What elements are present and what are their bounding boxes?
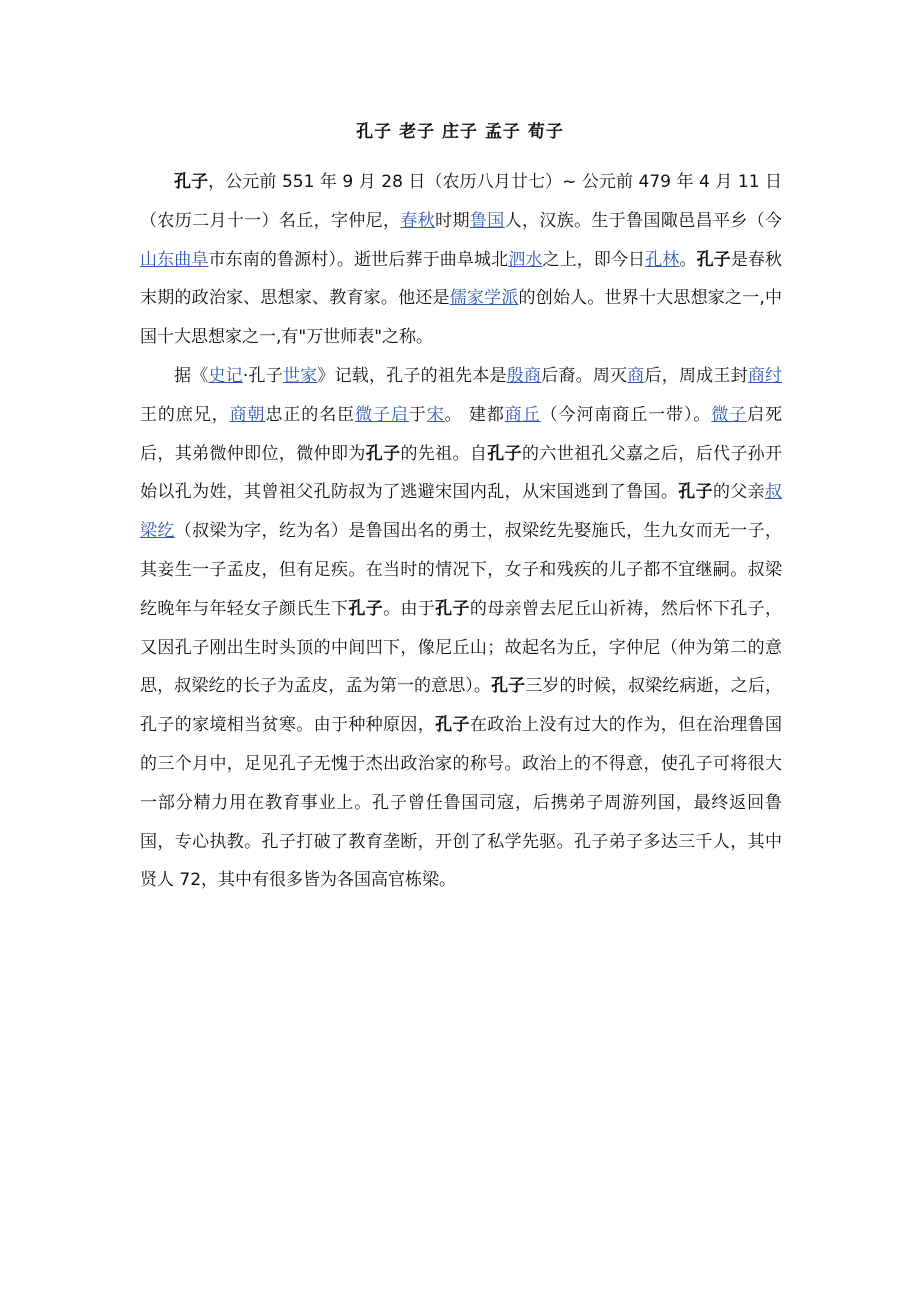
body-text: （叔梁为字，纥为名）是鲁国出名的勇士，叔梁纥先娶施氏，生九女而无一子，其妾生一子孟皮，但有足疾。在当时的情况下，女子和残疾的儿子都不宜继嗣。叔梁纥晚年与年轻女子颜氏生下 (140, 521, 783, 619)
bold-name-text: 孔子 (174, 172, 209, 192)
hyperlink[interactable]: 微子 (711, 404, 748, 425)
body-text: ·孔子 (242, 365, 283, 386)
hyperlink[interactable]: 山东曲阜 (140, 249, 209, 270)
bold-name-text: 孔子 (491, 676, 526, 697)
body-text: 王的庶兄， (140, 404, 230, 425)
hyperlink[interactable]: 商朝 (229, 404, 266, 425)
hyperlink[interactable]: 鲁国 (469, 210, 505, 231)
body-text: 据《 (174, 365, 209, 386)
body-text: 后，周成王封 (644, 365, 748, 386)
hyperlink[interactable]: 孔林 (645, 249, 680, 270)
body-text: （今河南商丘一带）。 (540, 404, 712, 425)
body-text: 之上，即今日 (542, 249, 646, 270)
hyperlink[interactable]: 微子启 (355, 404, 409, 425)
paragraph-1 (140, 163, 782, 357)
hyperlink[interactable]: 春秋 (400, 210, 436, 231)
paragraph-2 (140, 357, 782, 900)
body-text: 后裔。周灭 (541, 365, 628, 386)
body-text: 。 建都 (444, 404, 505, 425)
body-text: 忠正的名臣 (265, 404, 356, 425)
hyperlink[interactable]: 泗水 (508, 249, 543, 270)
body-text: 。 (679, 249, 697, 270)
hyperlink[interactable]: 世家 (282, 365, 318, 386)
hyperlink[interactable]: 商丘 (504, 404, 541, 425)
bold-name-text: 孔子 (435, 598, 470, 619)
hyperlink[interactable]: 叔梁纥 (140, 482, 783, 542)
body-text: 的六世祖孔父嘉之后，后代子孙开始以孔为姓，其曾祖父孔防叔为了逃避宋国内乱，从宋国逃到了鲁国。 (140, 443, 783, 503)
body-text: 。由于 (383, 598, 436, 619)
hyperlink[interactable]: 商纣 (747, 365, 783, 386)
bold-name-text: 孔子 (435, 715, 470, 736)
document-body (140, 163, 782, 900)
body-text: 》记载，孔子的祖先本是 (317, 365, 507, 386)
body-text: 时期 (435, 210, 470, 231)
body-text: 于 (408, 404, 427, 425)
body-text: 在政治上没有过大的作为，但在治理鲁国的三个月中，足见孔子无愧于杰出政治家的称号。政治上的不得意，使孔子可将很大一部分精力用在教育事业上。孔子曾任鲁国司寇，后携弟子周游列国，最终返回鲁国，专心执教。孔子打破了教育垄断，开创了私学先驱。孔子弟子多达三千人，其中贤人 72，其中有很多皆为各国高官栋梁。 (140, 715, 783, 891)
bold-name-text: 孔子 (348, 598, 384, 619)
bold-name-text: 孔子 (696, 249, 731, 270)
body-text: ，公元前 551 年 9 月 28 日（农历八月廿七）~ 公元前 479 年 4 月 11 日（农历二月十一）名丘，字仲尼， (140, 172, 782, 231)
hyperlink[interactable]: 商 (627, 365, 645, 386)
hyperlink[interactable]: 殷商 (506, 365, 542, 386)
body-text: 启死后，其弟微仲即位，微仲即为 (140, 404, 783, 464)
document-title: 孔子 老子 庄子 孟子 荀子 (356, 122, 564, 142)
body-text: 市东南的鲁源村）。逝世后葬于曲阜城北 (208, 249, 509, 270)
body-text: 是春秋末期的政治家、思想家、教育家。他还是 (140, 249, 783, 309)
body-text: 的父亲 (712, 482, 766, 503)
hyperlink[interactable]: 史记 (208, 365, 243, 386)
bold-name-text: 孔子 (678, 482, 713, 503)
hyperlink[interactable]: 宋 (426, 404, 445, 425)
body-text: 的创始人。世界十大思想家之一,中国十大思想家之一,有"万世师表"之称。 (140, 288, 783, 348)
body-text: 的先祖。自 (400, 443, 488, 464)
body-text: 三岁的时候，叔梁纥病逝，之后，孔子的家境相当贫寒。由于种种原因， (140, 676, 783, 736)
bold-name-text: 孔子 (365, 443, 401, 464)
body-text: 的母亲曾去尼丘山祈祷，然后怀下孔子，又因孔子刚出生时头顶的中间凹下，像尼丘山；故起名为丘，字仲尼（仲为第二的意思，叔梁纥的长子为孟皮，孟为第一的意思）。 (140, 598, 783, 697)
body-text: 人，汉族。生于鲁国陬邑昌平乡（今 (504, 210, 783, 231)
bold-name-text: 孔子 (487, 443, 522, 464)
hyperlink[interactable]: 儒家学派 (449, 288, 519, 309)
